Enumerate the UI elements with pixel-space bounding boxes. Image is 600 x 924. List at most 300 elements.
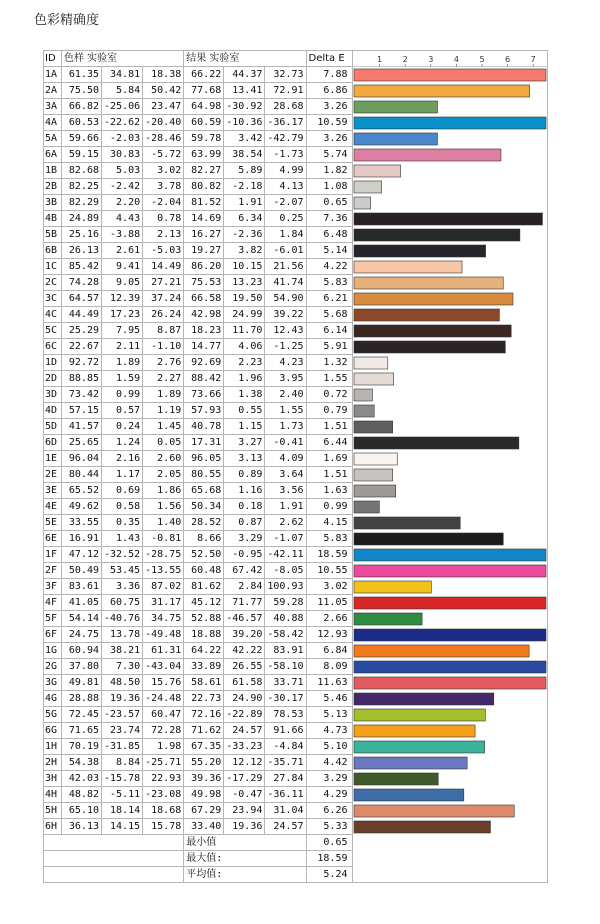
result-lab-value: 12.43 [265, 323, 306, 339]
bar-2H [354, 757, 467, 769]
result-lab-value: 3.64 [265, 467, 306, 483]
sample-lab-value: 48.82 [62, 787, 102, 803]
result-lab-value: 88.42 [184, 371, 224, 387]
delta-e-value: 6.44 [306, 435, 352, 451]
delta-e-value: 11.63 [306, 675, 352, 691]
sample-lab-value: 96.04 [62, 451, 102, 467]
patch-id: 2F [44, 563, 62, 579]
sample-lab-value: -22.62 [102, 115, 143, 131]
sample-lab-value: 1.56 [143, 499, 184, 515]
sample-lab-value: 31.17 [143, 595, 184, 611]
sample-lab-value: 82.68 [62, 163, 102, 179]
patch-id: 2D [44, 371, 62, 387]
result-lab-value: 27.84 [265, 771, 306, 787]
sample-lab-value: 18.38 [143, 67, 184, 83]
result-lab-value: 41.74 [265, 275, 306, 291]
sample-lab-value: -31.85 [102, 739, 143, 755]
result-lab-value: -1.73 [265, 147, 306, 163]
patch-id: 3C [44, 291, 62, 307]
sample-lab-value: 59.15 [62, 147, 102, 163]
header-id: ID [44, 51, 62, 67]
delta-e-value: 0.72 [306, 387, 352, 403]
bar-5H [354, 805, 514, 817]
sample-lab-value: 0.78 [143, 211, 184, 227]
sample-lab-value: 26.13 [62, 243, 102, 259]
sample-lab-value: 26.24 [143, 307, 184, 323]
result-lab-value: 2.40 [265, 387, 306, 403]
result-lab-value: -36.11 [265, 787, 306, 803]
delta-e-value: 1.63 [306, 483, 352, 499]
sample-lab-value: 1.40 [143, 515, 184, 531]
patch-id: 6C [44, 339, 62, 355]
bar-3H [354, 773, 438, 785]
bar-4A [354, 117, 546, 129]
delta-e-value: 0.65 [306, 195, 352, 211]
bar-2D [354, 373, 394, 385]
sample-lab-value: 1.89 [102, 355, 143, 371]
sample-lab-value: -25.06 [102, 99, 143, 115]
sample-lab-value: -24.48 [143, 691, 184, 707]
result-lab-value: 3.42 [224, 131, 265, 147]
sample-lab-value: 65.10 [62, 803, 102, 819]
bar-5F [354, 613, 422, 625]
sample-lab-value: 37.24 [143, 291, 184, 307]
bar-3F [354, 581, 431, 593]
result-lab-value: 4.13 [265, 179, 306, 195]
patch-id: 3H [44, 771, 62, 787]
bar-1C [354, 261, 462, 273]
delta-e-value: 3.02 [306, 579, 352, 595]
bar-5A [354, 133, 437, 145]
delta-e-value: 4.15 [306, 515, 352, 531]
result-lab-value: 22.73 [184, 691, 224, 707]
patch-id: 4C [44, 307, 62, 323]
sample-lab-value: 83.61 [62, 579, 102, 595]
result-lab-value: 72.16 [184, 707, 224, 723]
result-lab-value: 4.06 [224, 339, 265, 355]
result-lab-value: -2.36 [224, 227, 265, 243]
result-lab-value: 71.77 [224, 595, 265, 611]
sample-lab-value: 18.14 [102, 803, 143, 819]
patch-id: 4F [44, 595, 62, 611]
sample-lab-value: 18.68 [143, 803, 184, 819]
x-tick-label: 5 [478, 55, 485, 64]
patch-id: 6E [44, 531, 62, 547]
result-lab-value: 24.99 [224, 307, 265, 323]
sample-lab-value: 5.84 [102, 83, 143, 99]
x-tick-label: 6 [504, 55, 510, 64]
bar-2G [354, 661, 546, 673]
result-lab-value: 82.27 [184, 163, 224, 179]
sample-lab-value: 88.85 [62, 371, 102, 387]
result-lab-value: -8.05 [265, 563, 306, 579]
result-lab-value: 19.50 [224, 291, 265, 307]
patch-id: 1G [44, 643, 62, 659]
patch-id: 1B [44, 163, 62, 179]
result-lab-value: 61.58 [224, 675, 265, 691]
sample-lab-value: -23.57 [102, 707, 143, 723]
sample-lab-value: 53.45 [102, 563, 143, 579]
result-lab-value: 59.78 [184, 131, 224, 147]
result-lab-value: 0.55 [224, 403, 265, 419]
sample-lab-value: 3.36 [102, 579, 143, 595]
result-lab-value: 58.61 [184, 675, 224, 691]
result-lab-value: 32.73 [265, 67, 306, 83]
patch-id: 4E [44, 499, 62, 515]
sample-lab-value: 61.35 [62, 67, 102, 83]
result-lab-value: 4.99 [265, 163, 306, 179]
result-lab-value: 12.12 [224, 755, 265, 771]
sample-lab-value: 72.45 [62, 707, 102, 723]
bar-3B [354, 197, 371, 209]
result-lab-value: 5.89 [224, 163, 265, 179]
patch-id: 5G [44, 707, 62, 723]
sample-lab-value: 0.05 [143, 435, 184, 451]
result-lab-value: 44.37 [224, 67, 265, 83]
result-lab-value: 91.66 [265, 723, 306, 739]
result-lab-value: 64.98 [184, 99, 224, 115]
bar-2C [354, 277, 503, 289]
result-lab-value: 66.22 [184, 67, 224, 83]
summary-blank [44, 867, 184, 883]
result-lab-value: 13.23 [224, 275, 265, 291]
delta-e-value: 7.36 [306, 211, 352, 227]
patch-id: 6A [44, 147, 62, 163]
result-lab-value: 1.91 [265, 499, 306, 515]
result-lab-value: 33.40 [184, 819, 224, 835]
bar-2F [354, 565, 546, 577]
header-result-lab: 结果 实验室 [184, 51, 306, 67]
result-lab-value: 86.20 [184, 259, 224, 275]
summary-value: 5.24 [306, 867, 352, 883]
sample-lab-value: 57.15 [62, 403, 102, 419]
patch-id: 5B [44, 227, 62, 243]
result-lab-value: 1.16 [224, 483, 265, 499]
result-lab-value: 38.54 [224, 147, 265, 163]
patch-id: 1H [44, 739, 62, 755]
sample-lab-value: -2.04 [143, 195, 184, 211]
sample-lab-value: 1.98 [143, 739, 184, 755]
result-lab-value: 80.55 [184, 467, 224, 483]
patch-id: 2C [44, 275, 62, 291]
delta-e-value: 8.09 [306, 659, 352, 675]
sample-lab-value: 59.66 [62, 131, 102, 147]
sample-lab-value: 3.78 [143, 179, 184, 195]
result-lab-value: -4.84 [265, 739, 306, 755]
sample-lab-value: 15.78 [143, 819, 184, 835]
delta-e-value: 1.69 [306, 451, 352, 467]
result-lab-value: -17.29 [224, 771, 265, 787]
delta-e-value: 5.68 [306, 307, 352, 323]
sample-lab-value: 82.29 [62, 195, 102, 211]
sample-lab-value: 2.13 [143, 227, 184, 243]
bar-6E [354, 533, 503, 545]
bar-1F [354, 549, 546, 561]
result-lab-value: 78.53 [265, 707, 306, 723]
bar-1D [354, 357, 388, 369]
x-tick-label: 1 [376, 55, 382, 64]
bar-6C [354, 341, 505, 353]
patch-id: 6G [44, 723, 62, 739]
result-lab-value: 0.89 [224, 467, 265, 483]
bar-6B [354, 245, 486, 257]
sample-lab-value: 2.20 [102, 195, 143, 211]
result-lab-value: 52.50 [184, 547, 224, 563]
delta-e-value: 6.86 [306, 83, 352, 99]
sample-lab-value: 9.05 [102, 275, 143, 291]
delta-e-value: 5.33 [306, 819, 352, 835]
delta-e-value: 3.26 [306, 131, 352, 147]
header-sample-lab: 色样 实验室 [62, 51, 184, 67]
sample-lab-value: -28.46 [143, 131, 184, 147]
delta-e-value: 1.51 [306, 419, 352, 435]
result-lab-value: 23.94 [224, 803, 265, 819]
patch-id: 5A [44, 131, 62, 147]
bar-4G [354, 693, 494, 705]
header-row [44, 51, 548, 67]
sample-lab-value: 60.53 [62, 115, 102, 131]
result-lab-value: 11.70 [224, 323, 265, 339]
sample-lab-value: 24.75 [62, 627, 102, 643]
delta-e-value: 10.55 [306, 563, 352, 579]
delta-e-value: 0.79 [306, 403, 352, 419]
result-lab-value: 72.91 [265, 83, 306, 99]
sample-lab-value: -49.48 [143, 627, 184, 643]
sample-lab-value: 54.14 [62, 611, 102, 627]
sample-lab-value: 25.65 [62, 435, 102, 451]
result-lab-value: 66.58 [184, 291, 224, 307]
result-lab-value: 4.09 [265, 451, 306, 467]
result-lab-value: 71.62 [184, 723, 224, 739]
header-delta-e: Delta E [306, 51, 352, 67]
sample-lab-value: 24.89 [62, 211, 102, 227]
bar-5G [354, 709, 485, 721]
result-lab-value: 49.98 [184, 787, 224, 803]
sample-lab-value: 0.35 [102, 515, 143, 531]
delta-e-value: 5.14 [306, 243, 352, 259]
result-lab-value: 0.18 [224, 499, 265, 515]
sample-lab-value: 70.19 [62, 739, 102, 755]
result-lab-value: 59.28 [265, 595, 306, 611]
bar-3D [354, 389, 372, 401]
x-tick-label: 7 [530, 55, 536, 64]
result-lab-value: 1.96 [224, 371, 265, 387]
bar-1B [354, 165, 401, 177]
sample-lab-value: 1.86 [143, 483, 184, 499]
bar-chart-svg [353, 51, 547, 882]
sample-lab-value: 8.87 [143, 323, 184, 339]
delta-e-value: 11.05 [306, 595, 352, 611]
sample-lab-value: 2.60 [143, 451, 184, 467]
bar-6H [354, 821, 490, 833]
patch-id: 4G [44, 691, 62, 707]
patch-id: 1A [44, 67, 62, 83]
patch-id: 5C [44, 323, 62, 339]
result-lab-value: 28.52 [184, 515, 224, 531]
delta-e-value: 4.73 [306, 723, 352, 739]
bar-3C [354, 293, 513, 305]
sample-lab-value: 1.89 [143, 387, 184, 403]
sample-lab-value: 0.69 [102, 483, 143, 499]
sample-lab-value: 19.36 [102, 691, 143, 707]
sample-lab-value: -43.04 [143, 659, 184, 675]
sample-lab-value: -25.71 [143, 755, 184, 771]
result-lab-value: 67.29 [184, 803, 224, 819]
result-lab-value: 80.82 [184, 179, 224, 195]
result-lab-value: 18.23 [184, 323, 224, 339]
result-lab-value: 17.31 [184, 435, 224, 451]
result-lab-value: 1.84 [265, 227, 306, 243]
sample-lab-value: -32.52 [102, 547, 143, 563]
delta-e-value: 4.22 [306, 259, 352, 275]
sample-lab-value: 36.13 [62, 819, 102, 835]
delta-e-value: 0.99 [306, 499, 352, 515]
sample-lab-value: -5.72 [143, 147, 184, 163]
result-lab-value: 81.62 [184, 579, 224, 595]
sample-lab-value: 41.57 [62, 419, 102, 435]
sample-lab-value: 7.95 [102, 323, 143, 339]
bar-5D [354, 421, 393, 433]
sample-lab-value: 92.72 [62, 355, 102, 371]
bar-4F [354, 597, 546, 609]
sample-lab-value: 41.05 [62, 595, 102, 611]
patch-id: 1F [44, 547, 62, 563]
result-lab-value: 65.68 [184, 483, 224, 499]
result-lab-value: -36.17 [265, 115, 306, 131]
sample-lab-value: 50.49 [62, 563, 102, 579]
result-lab-value: 100.93 [265, 579, 306, 595]
result-lab-value: 40.78 [184, 419, 224, 435]
result-lab-value: 1.73 [265, 419, 306, 435]
sample-lab-value: 65.52 [62, 483, 102, 499]
x-tick-label: 4 [453, 55, 459, 64]
result-lab-value: 33.71 [265, 675, 306, 691]
bar-2A [354, 85, 530, 97]
delta-e-value: 4.42 [306, 755, 352, 771]
result-lab-value: 77.68 [184, 83, 224, 99]
summary-label: 最大值: [184, 851, 306, 867]
result-lab-value: 3.82 [224, 243, 265, 259]
bar-1E [354, 453, 397, 465]
sample-lab-value: 48.50 [102, 675, 143, 691]
bar-2E [354, 469, 393, 481]
patch-id: 2A [44, 83, 62, 99]
patch-id: 3D [44, 387, 62, 403]
result-lab-value: 1.38 [224, 387, 265, 403]
result-lab-value: 83.91 [265, 643, 306, 659]
sample-lab-value: 2.76 [143, 355, 184, 371]
result-lab-value: 39.36 [184, 771, 224, 787]
sample-lab-value: 87.02 [143, 579, 184, 595]
result-lab-value: 1.15 [224, 419, 265, 435]
result-lab-value: 40.88 [265, 611, 306, 627]
patch-id: 4D [44, 403, 62, 419]
sample-lab-value: 23.74 [102, 723, 143, 739]
sample-lab-value: 22.67 [62, 339, 102, 355]
patch-id: 4A [44, 115, 62, 131]
sample-lab-value: 60.75 [102, 595, 143, 611]
sample-lab-value: 44.49 [62, 307, 102, 323]
sample-lab-value: 74.28 [62, 275, 102, 291]
patch-id: 6D [44, 435, 62, 451]
delta-e-value: 6.21 [306, 291, 352, 307]
sample-lab-value: 22.93 [143, 771, 184, 787]
patch-id: 1D [44, 355, 62, 371]
patch-id: 5H [44, 803, 62, 819]
result-lab-value: 1.55 [265, 403, 306, 419]
result-lab-value: 3.29 [224, 531, 265, 547]
sample-lab-value: 80.44 [62, 467, 102, 483]
delta-e-value: 18.59 [306, 547, 352, 563]
result-lab-value: 19.36 [224, 819, 265, 835]
patch-id: 6B [44, 243, 62, 259]
bar-6F [354, 629, 546, 641]
result-lab-value: 0.25 [265, 211, 306, 227]
patch-id: 1E [44, 451, 62, 467]
result-lab-value: 3.13 [224, 451, 265, 467]
result-lab-value: 18.88 [184, 627, 224, 643]
summary-blank [44, 851, 184, 867]
sample-lab-value: 8.84 [102, 755, 143, 771]
sample-lab-value: 64.57 [62, 291, 102, 307]
result-lab-value: 57.93 [184, 403, 224, 419]
sample-lab-value: 4.43 [102, 211, 143, 227]
delta-e-value: 5.91 [306, 339, 352, 355]
result-lab-value: 55.20 [184, 755, 224, 771]
delta-e-value: 6.84 [306, 643, 352, 659]
result-lab-value: 60.59 [184, 115, 224, 131]
sample-lab-value: 42.03 [62, 771, 102, 787]
patch-id: 5E [44, 515, 62, 531]
result-lab-value: 39.20 [224, 627, 265, 643]
result-lab-value: 28.68 [265, 99, 306, 115]
patch-id: 2B [44, 179, 62, 195]
result-lab-value: 81.52 [184, 195, 224, 211]
result-lab-value: -46.57 [224, 611, 265, 627]
sample-lab-value: 15.76 [143, 675, 184, 691]
sample-lab-value: 1.19 [143, 403, 184, 419]
result-lab-value: -1.07 [265, 531, 306, 547]
result-lab-value: 33.89 [184, 659, 224, 675]
sample-lab-value: -2.42 [102, 179, 143, 195]
delta-e-value: 4.29 [306, 787, 352, 803]
sample-lab-value: 50.42 [143, 83, 184, 99]
sample-lab-value: 75.50 [62, 83, 102, 99]
patch-id: 2G [44, 659, 62, 675]
result-lab-value: 6.34 [224, 211, 265, 227]
bar-5C [354, 325, 511, 337]
delta-e-value: 5.83 [306, 275, 352, 291]
bar-1A [354, 69, 546, 81]
result-lab-value: 8.66 [184, 531, 224, 547]
sample-lab-value: 5.03 [102, 163, 143, 179]
sample-lab-value: -0.81 [143, 531, 184, 547]
result-lab-value: -33.23 [224, 739, 265, 755]
x-tick-label: 2 [402, 55, 408, 64]
result-lab-value: 2.84 [224, 579, 265, 595]
sample-lab-value: 49.81 [62, 675, 102, 691]
result-lab-value: -2.18 [224, 179, 265, 195]
sample-lab-value: 2.16 [102, 451, 143, 467]
sample-lab-value: 2.05 [143, 467, 184, 483]
result-lab-value: 3.95 [265, 371, 306, 387]
result-lab-value: 64.22 [184, 643, 224, 659]
sample-lab-value: 54.38 [62, 755, 102, 771]
bar-3A [354, 101, 437, 113]
patch-id: 5F [44, 611, 62, 627]
bar-5E [354, 517, 460, 529]
sample-lab-value: 25.16 [62, 227, 102, 243]
